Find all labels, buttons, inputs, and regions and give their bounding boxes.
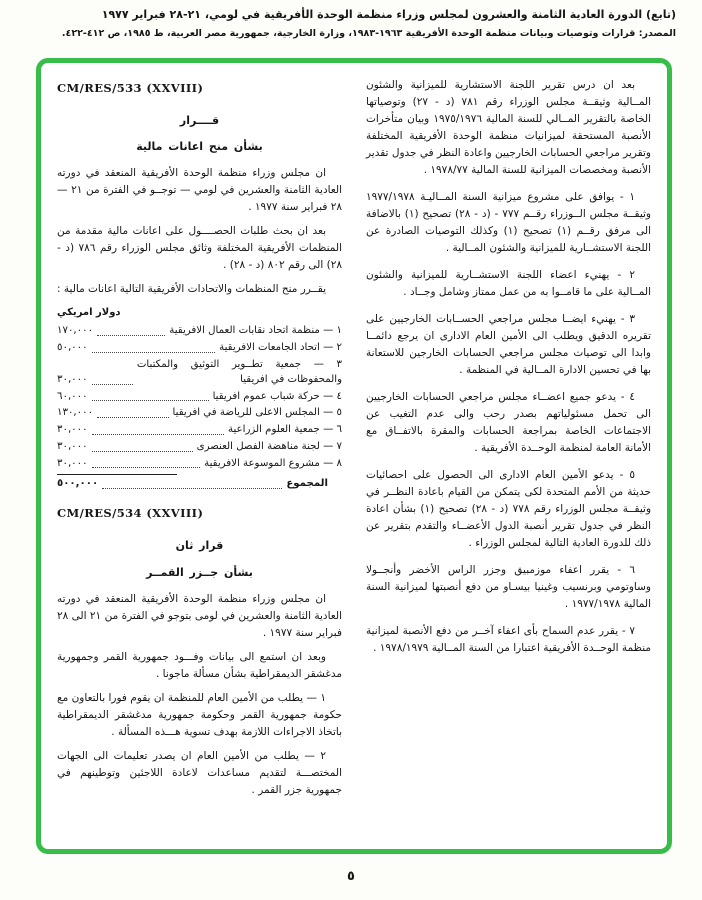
paragraph: ٥ - يدعو الأمين العام الادارى الى الحصول على احصائيات حديثة من الأمم المتحدة لكى يتمكن من القيام باعادة النظــر في وثيقــة مجلس الوزراء رقم ٧٧٨ (د - ٢٨) تصحيح (١) بشأن اعادة النظر في جدول تقرير أنصبة الدول الأعضــاء والتقدم بتقرير عن ذلك للدورة العادية التالية لمجلس الوزراء .: [366, 469, 652, 549]
grant-amount: ١٣٠,٠٠٠: [57, 407, 94, 419]
grant-amount: ٣٠,٠٠٠: [57, 373, 88, 385]
resolution-id-534: CM/RES/534 (XXVIII): [57, 506, 204, 521]
resolution-title: قــــرار: [179, 113, 220, 127]
grant-label: ٣ — جمعية تطــوير التوثيق والمكتبات والمحفوظات في افريقيا: [136, 359, 342, 385]
dotted-leader: [92, 400, 209, 401]
grant-label: ٢ — اتحاد الجامعات الافريقية: [219, 342, 342, 354]
grant-row: [57, 324, 342, 339]
paragraph: ٣ - يهنيء ايضــا مجلس مراجعي الحســابات الخارجيين على تقريره الدقيق ويطلب الى الأمين العام الادارى ان يرجع دائمــا وابدا الى توصيات مجلس مراجعي الحسابات الخارجين للاستعانة بها في تحسين الادارة المــالية في المنظمة .: [366, 313, 651, 376]
dotted-leader: [92, 352, 216, 353]
grant-label: ٥ — المجلس الاعلى للرياضة في افريقيا: [172, 407, 342, 419]
paragraph: ان مجلس وزراء منظمة الوحدة الأفريقية المنعقد في دورته العادية الثامنة والعشرين في لومى بتوجو في الفترة من ٢١ الى ٢٨ فبراير سنة ١٩٧٧ .: [57, 592, 342, 639]
grant-label: ٦ — جمعية العلوم الزراعية: [228, 424, 342, 436]
paragraph: وبعد ان استمع الى بيانات وفـــود جمهورية القمر وجمهورية مدغشقر الديمقراطية بشأن مسألة ماجونا .: [57, 650, 342, 680]
resolution-subtitle: بشأن جــزر القمــر: [146, 565, 253, 579]
grant-amount: ٣٠,٠٠٠: [57, 440, 88, 452]
dotted-leader: [92, 384, 133, 385]
total-amount: ٥٠٠,٠٠٠: [57, 478, 99, 490]
page-number: ٥: [347, 869, 355, 884]
dotted-leader: [97, 417, 168, 418]
decree-paragraph: يقــرر منح المنظمات والاتحادات الأفريقية التالية اعانات مالية :: [57, 283, 326, 296]
grant-row: [57, 358, 342, 388]
left-column: [57, 77, 342, 839]
dotted-leader: [92, 434, 224, 435]
paragraph: ٤ - يدعو جميع اعضــاء مجلس مراجعي الحسابات الخارجيين الى تحمل مسئولياتهم بصدر رحب والى عدم التغيب عن الاجتماعات الخاصة بمراجعة الحسابات والمقرة بالاتفــاق مع الأمانة العامة لمنظمة الوحــدة الأفريقية .: [366, 391, 651, 454]
two-column-layout: [41, 63, 667, 849]
paragraph: ٧ - يقرر عدم السماح بأى اعفاء آخــر من دفع الأنصبة لميزانية منظمة الوحــدة الأفريقية اعتبارا من السنة المــالية ١٩٧٨/١٩٧٩ .: [366, 625, 651, 654]
grant-label: ٨ — مشروع الموسوعة الافريقية: [204, 457, 342, 469]
grant-row: [57, 423, 342, 438]
source-citation-line: المصدر: قرارات وتوصيات وبيانات منظمة الوحدة الأفريقية ١٩٦٣-١٩٨٣، وزارة الخارجية، جمهورية مصر العربية، ط ١٩٨٥، ص ٤١٢-٤٢٢.: [61, 28, 676, 39]
grant-label: ٧ — لجنة مناهضة الفصل العنصرى: [196, 440, 342, 452]
right-column: [366, 77, 651, 839]
total-label: المجموع: [286, 478, 328, 490]
dotted-leader: [102, 488, 282, 489]
paragraph: ١ - يوافق على مشروع ميزانية السنة المــاليـة ١٩٧٧/١٩٧٨ وثيقــة مجلس الــوزراء رقــم ٧٧٧ - (د - ٢٨) تصحيح (١) بالاضافة الى مرفق رقــم (١) تصحيح (١) وكذلك التوصيات الصادرة عن اللجنة الاستشــارية للميزانية والشئون المــالية .: [366, 191, 652, 254]
paragraph: ١ — يطلب من الأمين العام للمنظمة ان يقوم فورا بالتعاون مع حكومة جمهورية القمر وحكومة جمهورية مدغشقر الديمقراطية باتخاذ الاجراءات اللازمة بهدف تسوية هـــذه المسألة .: [57, 691, 342, 738]
grant-amount: ٣٠,٠٠٠: [57, 457, 88, 469]
session-title-line: (تابع) الدورة العادية الثامنة والعشرون لمجلس وزراء منظمة الوحدة الأفريقية في لومي، ٢١-٢٨ فبراير ١٩٧٧: [101, 8, 676, 21]
grant-label: ١ — منظمة اتحاد نقابات العمال الافريقية: [169, 325, 342, 337]
document-header: [26, 8, 676, 39]
paragraph: ٦ - يقرر اعفاء موزمبيق وجزر الراس الأخضر وأنجــولا وساوتومي وبرنسيب وغينيا بيسـاو من دفع أنصبتها لميزانية السنة المالية ١٩٧٧/١٩٧٨ .: [366, 564, 651, 610]
grant-amount: ٣٠,٠٠٠: [57, 424, 88, 436]
resolution-subtitle: بشأن منح اعانات مالية: [136, 140, 263, 154]
resolution-id-533: CM/RES/533 (XXVIII): [57, 81, 204, 95]
resolution-title: قرار ثان: [175, 538, 224, 552]
paragraph: بعد ان بحث طلبات الحصــــول على اعانات مالية مقدمة من المنظمات الأفريقية المختلفة وثائق مجلس الوزراء رقم ٧٨٦ (د - ٢٨) الى رقم ٨٠٢ (د - ٢٨) .: [57, 225, 342, 272]
grant-row: [57, 457, 342, 472]
grant-label: ٤ — حركة شباب عموم افريقيا: [212, 390, 342, 402]
total-sum-rule: [57, 474, 177, 475]
dotted-leader: [92, 451, 193, 452]
paragraph: ٢ — يطلب من الأمين العام ان يصدر تعليمات الى الجهات المختصـــة لتقديم مساعدات لاعادة اللاجئين وتوطينهم في جمهورية جزر القمر .: [57, 749, 342, 796]
paragraph: ٢ - يهنيء اعضاء اللجنة الاستشــارية للميزانية والشئون المــالية على ما قامــوا به من عمل ممتاز وشامل وجــاد .: [366, 269, 651, 298]
paragraph: ان مجلس وزراء منظمة الوحدة الأفريقية المنعقد في دورته العادية الثامنة والعشرين في لومي — توجــو في الفترة من ٢١ — ٢٨ فبراير سنة ١٩٧٧ .: [57, 167, 343, 214]
paragraph: بعد ان درس تقرير اللجنة الاستشارية للميزانية والشئون المــالية وثيقــة مجلس الوزراء رقم ٧٨١ (د - ٢٧) وتوصياتها الخاصة بالتقرير المــالي للسنة المالية ١٩٧٥/١٩٧٦ وبيان متأخرات الأنصبة المستحقة لميزانيات منظمة الوحدة الأفريقية المختلفة وتقرير مراجعي الحسابات الخارجيين واعادة النظر في جدول تقدير الأنصبة ومخصصات الميزانية للسنة المالية ١٩٧٨/٧٧ .: [366, 79, 652, 176]
document-border-frame: [36, 58, 672, 854]
currency-column-label: دولار امريكي: [57, 307, 121, 319]
grant-amount: ٦٠,٠٠٠: [57, 390, 88, 402]
grant-row: [57, 440, 342, 455]
dotted-leader: [97, 335, 165, 336]
grant-amount: ٥٠,٠٠٠: [57, 342, 88, 354]
grant-row: [57, 341, 342, 356]
grant-row: [57, 390, 342, 405]
grant-amount: ١٧٠,٠٠٠: [57, 325, 94, 337]
grant-row: [57, 406, 342, 421]
dotted-leader: [92, 467, 201, 468]
total-row: [57, 477, 342, 492]
